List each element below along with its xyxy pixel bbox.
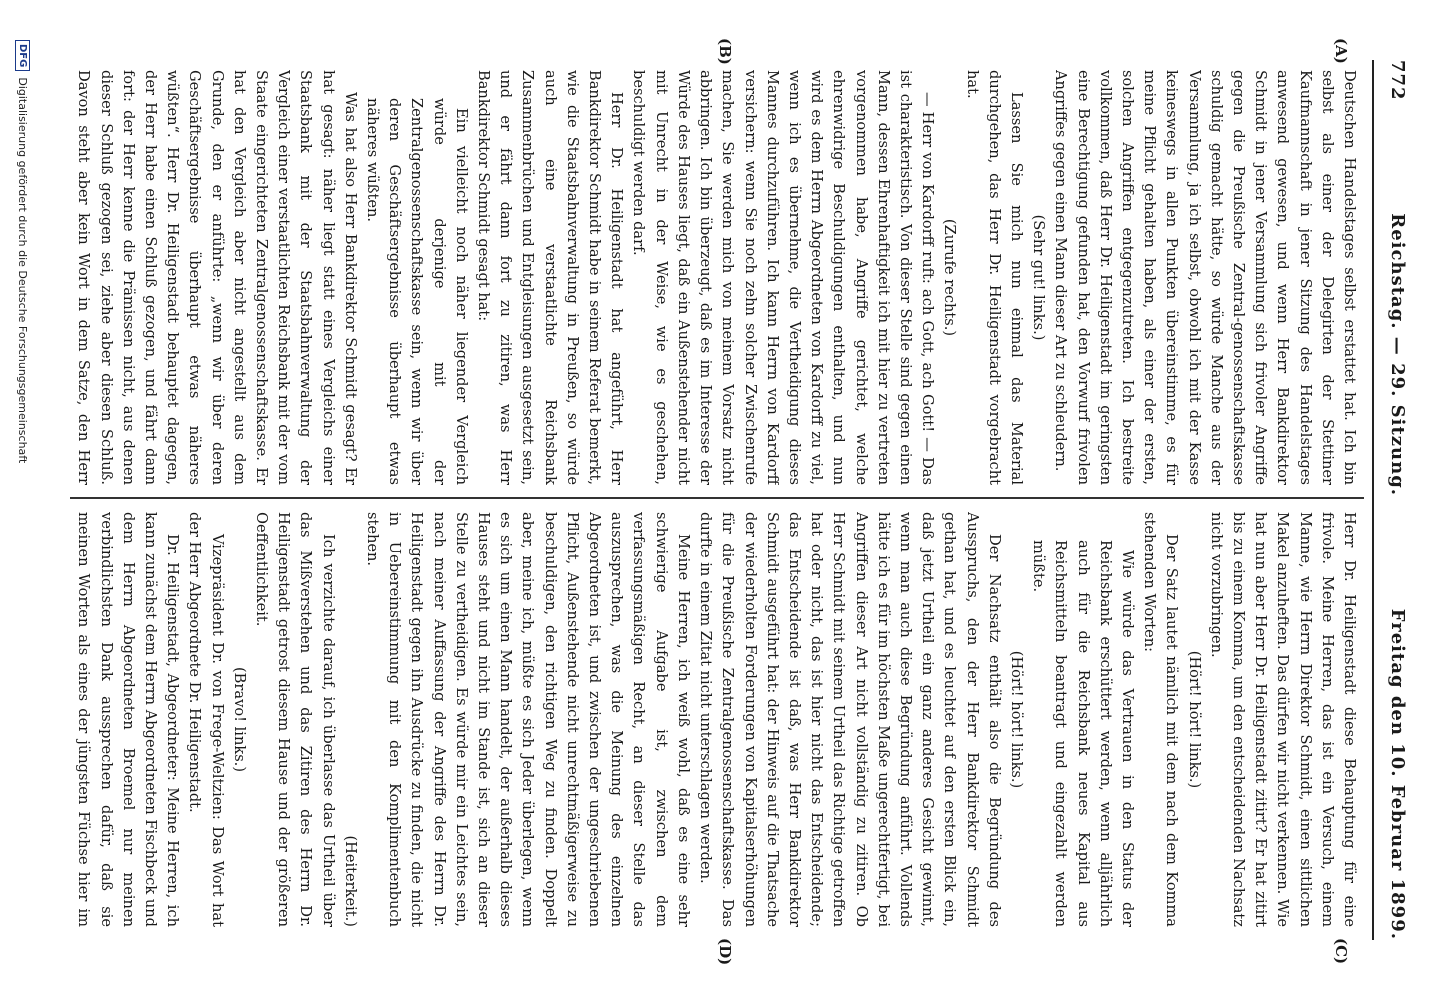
paragraph: Herr Dr. Heiligenstadt hat angeführt, Herr Bankdirektor Schmidt habe in seinem Referat bemerkt, wie die Staatsbahnverwaltung in Preußen, so würde auch eine verstaatlichte Reichsbank Zusammenbrüchen und Entgleisungen ausgesetzt sein, und er fährt dann fort zu zitiren, was Herr Bankdirektor Schmidt gesagt hat: bbox=[475, 70, 626, 485]
quotation: Ein vielleicht noch näher liegender Vergleich würde derjenige mit der Zentralgenossenschaftskasse sein, wenn wir über deren Geschäftsergebnisse überhaupt etwas näheres wüßten. bbox=[364, 98, 470, 485]
left-column bbox=[70, 70, 1360, 485]
page-number: 772 bbox=[1387, 60, 1408, 101]
header-rule bbox=[1372, 60, 1374, 940]
paragraph: Vizepräsident Dr. von Frege-Weltzien: Das Wort hat der Herr Abgeordnete Dr. Heiligenstadt. bbox=[186, 512, 226, 927]
paragraph: Meine Herren, ich weiß wohl, daß es eine sehr schwierige Aufgabe ist, zwischen dem verfassungsmäßigen Recht, an dieser Stelle das auszusprechen, was die Meinung des einzelnen Abgeordneten ist, und zwischen der ungeschriebenen Pflicht, Außenstehende nicht unrechtmäßigerweise zu beschuldigen, den richtigen Weg zu finden. Doppelt aber, meine ich, müßte es sich Jeder überlegen, wenn es sich um einen Mann handelt, der außerhalb dieses Hauses steht und nicht im Stande ist, sich an dieser Stelle zu vertheidigen. Es würde mir ein Leichtes sein, nach meiner Auffassung der Angriffe des Herrn Dr. Heiligenstadt gegen ihn Ausdrücke zu finden, die nicht in Uebereinstimmung mit den Komplimentenbuch stehen. bbox=[364, 512, 692, 927]
interjection: (Hört! hört! links.) bbox=[1007, 650, 1025, 789]
dfg-logo: DFG bbox=[15, 40, 30, 71]
credit-text: Digitalisierung gefördert durch die Deutsche Forschungsgemeinschaft bbox=[16, 77, 29, 464]
interjection: (Sehr gut! links.) bbox=[1030, 214, 1048, 341]
paragraph: Was hat also Herr Bankdirektor Schmidt gesagt? Er hat gesagt: näher liegt statt eines Vergleichs einer Staatsbank mit der Staatsbahnverwaltung der Vergleich einer verstaatlichten Reichsbank mit der vom Staate eingerichteten Zentralgenossenschaftskasse. Er hat den Vergleich aber nicht angestellt aus dem Grunde, den er anführte: „wenn wir über deren Geschäftsergebnisse überhaupt etwas näheres wüßten“. Herr Dr. Heiligenstadt behauptet dagegen, der Herr habe einen Schluß gezogen, und fährt dann fort: der Herr kenne die Prämissen nicht, aus denen dieser Schluß gezogen sei, ziehe aber diesen Schluß. Davon steht aber kein Wort in dem Satze, den Herr bbox=[75, 70, 359, 485]
digitization-credit bbox=[15, 40, 30, 980]
interjection: (Bravo! links.) bbox=[230, 666, 248, 773]
paragraph: Herr Dr. Heiligenstadt diese Behauptung für eine frivole. Meine Herren, das ist ein Versuch, einem Manne, wie Herrn Direktor Schmidt, einen sittlichen Makel anzuheften. Das dürfen wir nicht verkennen. Wie hat nun aber Herr Dr. Heiligenstadt zitirt? Er hat zitirt bis zu einem Komma, um den entscheidenden Nachsatz nicht vorzubringen. bbox=[1207, 512, 1358, 927]
margin-mark-b: (B) bbox=[716, 38, 734, 65]
page-title: Reichstag. — 29. Sitzung. bbox=[1387, 213, 1408, 497]
right-column bbox=[70, 512, 1360, 927]
column-divider bbox=[70, 497, 1364, 499]
paragraph: Ich verzichte darauf, ich überlasse das Urtheil über das Mißverstehen und das Zitiren des Herrn Dr. Heiligenstadt getrost diesem Hause und der größeren Oeffentlichkeit. bbox=[253, 512, 337, 927]
interjection: (Hört! hört! links.) bbox=[1185, 650, 1203, 789]
margin-mark-d: (D) bbox=[716, 938, 734, 966]
page-date: Freitag den 10. Februar 1899. bbox=[1387, 608, 1408, 940]
interjection: (Zurufe rechts.) bbox=[941, 218, 959, 337]
paragraph: Deutschen Handelstages selbst erstattet hat. Ich bin selbst als einer der Delegirten der Stettiner Kaufmannschaft in jener Sitzung des Handelstages anwesend gewesen, und wenn Herr Bankdirektor Schmidt in jener Versammlung sich frivoler Angriffe gegen die Preußische Zentral-genossenschaftskasse schuldig gemacht hätte, so würde Manche aus der Versammlung, ja ich selbst, obwohl ich mit der Kasse keineswegs in allen Punkten übereinstimme, es für meine Pflicht gehalten haben, als einer der ersten, solchen Angriffen entgegenzutreten. Ich bestreite vollkommen, daß Herr Dr. Heiligenstadt im geringsten eine Berechtigung gefunden hat, den Vorwurf frivolen Angriffes gegen einen Mann dieser Art zu schleudern. bbox=[1052, 70, 1358, 485]
page-header bbox=[1378, 60, 1408, 940]
margin-mark-a: (A) bbox=[1332, 38, 1350, 64]
interjection: (Heiterkeit.) bbox=[341, 835, 359, 927]
quotation: Wie würde das Vertrauen in den Status der Reichsbank erschüttert werden, wenn alljährlich auch für die Reichsbank neues Kapital aus Reichsmitteln beantragt und eingezahlt werden müßte. bbox=[1030, 540, 1136, 927]
paragraph: Der Satz lautet nämlich mit dem nach dem Komma stehenden Worten: bbox=[1141, 512, 1181, 927]
paragraph: Dr. Heiligenstadt, Abgeordneter: Meine Herren, ich kann zunächst dem Herrn Abgeordneten Fischbeck und dem Herrn Abgeordneten Broemel nur meinen verbindlichsten Dank aussprechen dafür, daß sie meinen Worten als eines der jüngsten Füchse hier im bbox=[75, 512, 182, 927]
paragraph: Der Nachsatz enthält also die Begründung des Ausspruchs, den der Herr Bankdirektor Schmidt gethan hat, und es leuchtet auf den ersten Blick ein, daß jetzt Urtheil ein ganz anderes Gesicht gewinnt, wenn man auch diese Begründung anführt. Vollends hätte ich es für im höchsten Maße ungerechtfertigt, bei Angriffen dieser Art nicht vollständig zu zitiren. Ob Herr Schmidt mit seinem Urtheil das Richtige getroffen hat oder nicht, das ist hier nicht das Entscheidende; das Entscheidende ist daß, was Herr Bankdirektor Schmidt ausgeführt hat: der Hinweis auf die Thatsache der wiederholten Forderungen von Kapitalserhöhungen für die Preußische Zentralgenossenschaftskasse. Das durfte in einem Zitat nicht unterschlagen werden. bbox=[697, 512, 1003, 927]
paragraph: Lassen Sie mich nun einmal das Material durchgehen, das Herr Dr. Heiligenstadt vorgebracht hat. bbox=[963, 70, 1025, 485]
margin-mark-c: (C) bbox=[1332, 938, 1350, 965]
paragraph: — Herr von Kardorff ruft: ach Gott, ach Gott! — Das ist charakteristisch. Von dieser Stelle sind gegen einen Mann, dessen Ehrenhaftigkeit ich mit hier zu vertreten vorgenommen habe, Angriffe gerichtet, welche ehrenwidrige Beschuldigungen enthalten, und nun wird es dem Herrn Abgeordneten von Kardorff zu viel, wenn ich es übernehme, die Vertheidigung dieses Mannes durchzuführen. Ich kann Herrn von Kardorff versichern: wenn Sie noch zehn solcher Zwischenrufe machen, Sie werden mich von meinem Vorsatz nicht abbringen. Ich bin überzeugt, daß es im Interesse der Würde des Hauses liegt, daß ein Außenstehender nicht mit Unrecht in der Weise, wie es geschehen, beschuldigt werden darf. bbox=[630, 70, 937, 485]
